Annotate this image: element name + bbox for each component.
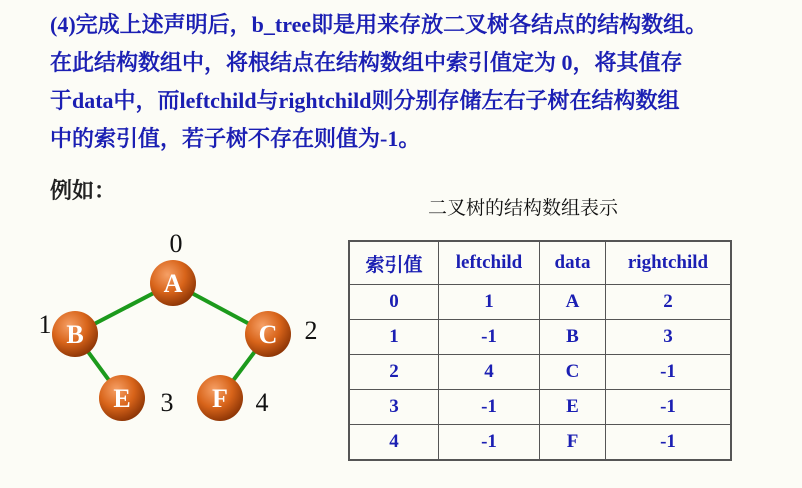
cell-leftchild: -1	[439, 390, 540, 425]
cell-leftchild: 4	[439, 355, 540, 390]
table-row	[349, 390, 731, 425]
cell-data: A	[540, 285, 606, 320]
cell-data: E	[540, 390, 606, 425]
header-rightchild: rightchild	[606, 241, 732, 285]
header-index: 索引值	[349, 241, 439, 285]
cell-index: 3	[349, 390, 439, 425]
cell-data: F	[540, 425, 606, 461]
table-row	[349, 320, 731, 355]
cell-leftchild: 1	[439, 285, 540, 320]
struct-array-table	[348, 240, 732, 461]
tree-node-index: 4	[255, 388, 269, 417]
example-label: 例如：	[50, 178, 117, 203]
tree-node-index: 2	[304, 316, 318, 345]
cell-rightchild: 2	[606, 285, 732, 320]
table-row	[349, 425, 731, 461]
tree-node-index: 0	[169, 229, 183, 258]
cell-index: 0	[349, 285, 439, 320]
cell-index: 4	[349, 425, 439, 461]
tree-node-index: 1	[38, 310, 52, 339]
cell-leftchild: -1	[439, 425, 540, 461]
cell-rightchild: -1	[606, 355, 732, 390]
description-line: 在此结构数组中，将根结点在结构数组中索引值定为 0，将其值存	[50, 50, 683, 75]
table-row	[349, 285, 731, 320]
tree-node-label: A	[163, 269, 183, 298]
table-row	[349, 355, 731, 390]
cell-rightchild: 3	[606, 320, 732, 355]
cell-data: B	[540, 320, 606, 355]
table-header-row	[349, 241, 731, 285]
description-line: 中的索引值，若子树不存在则值为-1。	[50, 126, 421, 151]
cell-index: 2	[349, 355, 439, 390]
header-leftchild: leftchild	[439, 241, 540, 285]
tree-node-label: C	[258, 320, 278, 349]
tree-node-label: B	[66, 320, 84, 349]
cell-rightchild: -1	[606, 390, 732, 425]
header-data: data	[540, 241, 606, 285]
table-caption: 二叉树的结构数组表示	[428, 198, 619, 219]
cell-index: 1	[349, 320, 439, 355]
tree-node-label: E	[113, 384, 131, 413]
cell-leftchild: -1	[439, 320, 540, 355]
tree-node-index: 3	[160, 388, 174, 417]
description-line: (4)完成上述声明后，b_tree即是用来存放二叉树各结点的结构数组。	[50, 12, 708, 37]
cell-data: C	[540, 355, 606, 390]
tree-node-label: F	[212, 384, 228, 413]
description-line: 于data中，而leftchild与rightchild则分别存储左右子树在结构数组	[50, 88, 680, 113]
cell-rightchild: -1	[606, 425, 732, 461]
